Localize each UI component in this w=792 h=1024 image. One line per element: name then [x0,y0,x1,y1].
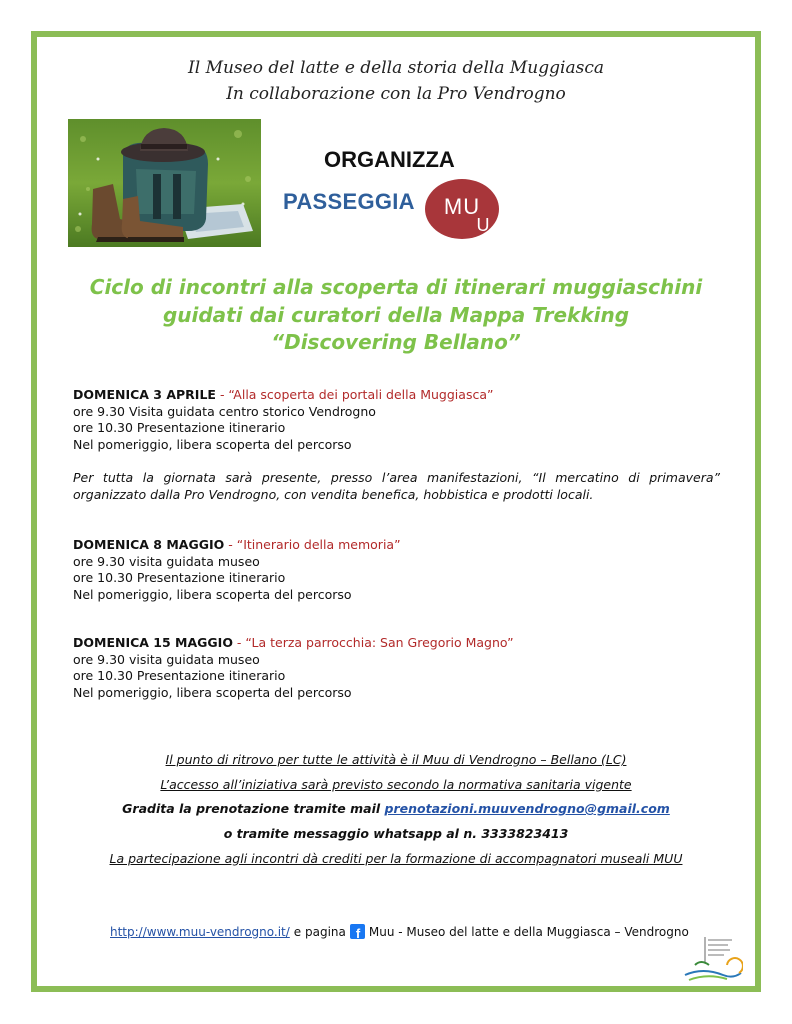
header-collaboration: In collaborazione con la Pro Vendrogno [226,84,566,104]
header-museum: Il Museo del latte e della storia della Muggiasca [188,58,604,78]
credits-note: La partecipazione agli incontri dà crediti per la formazione di accompagnatori museali MUU [109,851,683,866]
event-line: ore 10.30 Presentazione itinerario [73,668,286,683]
event-3 [73,635,723,701]
booking-line [0,801,792,816]
event-line: Nel pomeriggio, libera scoperta del percorso [73,586,352,602]
footer-middle-text: e pagina [293,924,346,939]
ecomuseum-logo [683,935,743,987]
booking-prefix: Gradita la prenotazione tramite mail [122,801,385,816]
event-line: ore 10.30 Presentazione itinerario [73,570,286,585]
event-day: DOMENICA 3 APRILE [73,387,216,402]
cycle-title-line3: “Discovering Bellano” [271,330,521,354]
passeggia-label: PASSEGGIA [283,189,415,214]
organizza-heading: ORGANIZZA [324,147,455,172]
event-line: Nel pomeriggio, libera scoperta del percorso [73,684,352,700]
svg-text:f: f [355,926,361,939]
muu-logo [425,179,499,243]
website-link[interactable]: http://www.muu-vendrogno.it/ [110,924,290,939]
event-title: - “La terza parrocchia: San Gregorio Magno” [232,635,514,650]
event-line: ore 9.30 visita guidata museo [73,651,260,667]
booking-email-link[interactable]: prenotazioni.muuvendrogno@gmail.com [384,801,670,816]
cycle-title-line2: guidati dai curatori della Mappa Trekking [162,303,630,327]
event-2 [73,537,723,603]
event-line: ore 10.30 Presentazione itinerario [73,420,286,435]
cycle-title-line1: Ciclo di incontri alla scoperta di itinerari muggiaschini [89,275,703,299]
event-title: - “Itinerario della memoria” [224,537,401,552]
event-title: - “Alla scoperta dei portali della Muggiasca” [215,387,494,402]
event-1 [73,387,723,453]
facebook-icon[interactable] [350,924,365,939]
event-line: ore 9.30 visita guidata museo [73,553,260,569]
meeting-point: Il punto di ritrovo per tutte le attività è il Muu di Vendrogno – Bellano (LC) [165,752,627,767]
facebook-page-name[interactable]: Muu - Museo del latte e della Muggiasca – Vendrogno [368,924,689,939]
event-day: DOMENICA 15 MAGGIO [73,635,233,650]
whatsapp-line: o tramite messaggio whatsapp al n. 3333823413 [223,826,569,841]
svg-text:MU: MU [443,194,481,219]
footer [110,924,689,939]
access-rules: L’accesso all’iniziativa sarà previsto secondo la normativa sanitaria vigente [160,777,632,792]
market-note: Per tutta la giornata sarà presente, presso l’area manifestazioni, “Il mercatino di primavera” organizzato dalla Pro Vendrogno, con vendita benefica, hobbistica e prodotti locali. [73,470,720,502]
event-line: ore 9.30 Visita guidata centro storico Vendrogno [73,403,376,419]
event-day: DOMENICA 8 MAGGIO [73,537,225,552]
svg-text:U: U [476,215,490,235]
event-line: Nel pomeriggio, libera scoperta del percorso [73,436,352,452]
hiking-photo [68,119,261,247]
